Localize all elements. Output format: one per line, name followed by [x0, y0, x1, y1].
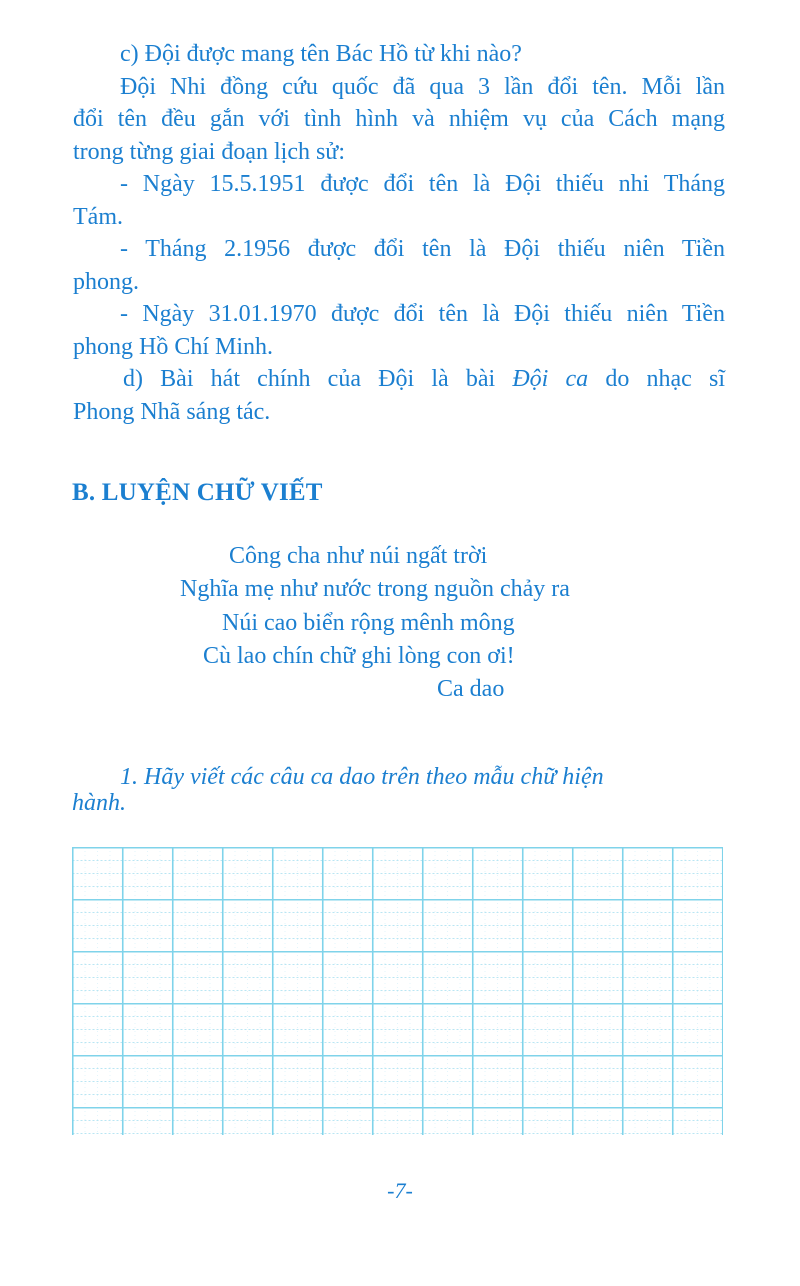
poem-line-2: Nghĩa mẹ như nước trong nguồn chảy ra: [180, 576, 570, 602]
answer-intro-line-1: Đội Nhi đồng cứu quốc đã qua 3 lần đổi tên. Mỗi lần: [120, 73, 725, 100]
rename-item-2-line-1: - Tháng 2.1956 được đổi tên là Đội thiếu niên Tiền: [120, 236, 725, 262]
rename-item-1-line-2: Tám.: [73, 203, 123, 230]
poem-line-1: Công cha như núi ngất trời: [229, 543, 488, 569]
handwriting-practice-grid[interactable]: [72, 847, 722, 1135]
section-a-text: [73, 38, 725, 428]
poem-line-4: Cù lao chín chữ ghi lòng con ơi!: [203, 643, 515, 669]
rename-item-3-line-2: phong Hồ Chí Minh.: [73, 333, 274, 360]
section-b-heading: B. LUYỆN CHỮ VIẾT: [72, 479, 323, 506]
question-c: c) Đội được mang tên Bác Hồ từ khi nào?: [120, 41, 522, 67]
song-title: Đội ca: [512, 366, 589, 392]
exercise-line-1: 1. Hãy viết các câu ca dao trên theo mẫu chữ hiện: [120, 764, 604, 790]
poem-line-3: Núi cao biển rộng mênh mông: [222, 610, 515, 636]
answer-d-line-1: [73, 363, 725, 396]
poem-source: Ca dao: [437, 676, 505, 702]
page-number: -7-: [387, 1178, 413, 1203]
rename-item-1-line-1: - Ngày 15.5.1951 được đổi tên là Đội thiếu nhi Tháng: [120, 171, 725, 197]
answer-intro-line-2: đổi tên đều gắn với tình hình và nhiệm vụ của Cách mạng: [73, 106, 725, 132]
answer-d-after: do nhạc sĩ: [588, 366, 726, 392]
answer-d-before: d) Bài hát chính của Đội là bài: [123, 366, 513, 392]
exercise-instruction: [72, 764, 732, 816]
rename-item-3-line-1: - Ngày 31.01.1970 được đổi tên là Đội thiếu niên Tiền: [120, 301, 725, 327]
answer-d-line-2: Phong Nhã sáng tác.: [73, 398, 271, 425]
answer-intro-line-3: trong từng giai đoạn lịch sử:: [73, 138, 345, 165]
rename-item-2-line-2: phong.: [73, 268, 139, 295]
exercise-line-2: hành.: [72, 790, 126, 816]
